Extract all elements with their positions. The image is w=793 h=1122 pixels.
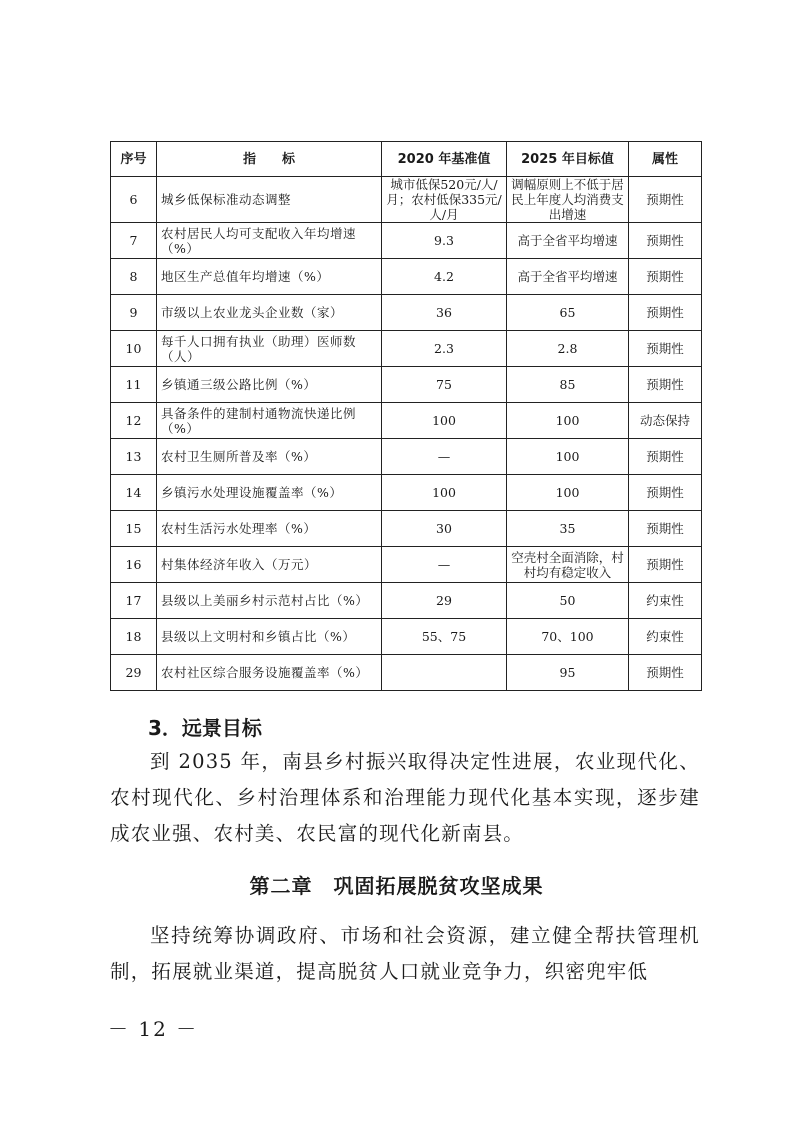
row-target-value: 50 bbox=[507, 583, 629, 619]
row-indicator: 县级以上文明村和乡镇占比（%） bbox=[157, 619, 382, 655]
row-base-value bbox=[382, 655, 507, 691]
row-number: 12 bbox=[111, 403, 157, 439]
row-attribute: 预期性 bbox=[629, 223, 702, 259]
table-row bbox=[111, 177, 702, 223]
row-target-value: 35 bbox=[507, 511, 629, 547]
paragraph-chapter-intro: 坚持统筹协调政府、市场和社会资源，建立健全帮扶管理机制，拓展就业渠道，提高脱贫人口就业竞争力，织密兜牢低 bbox=[110, 924, 700, 983]
paragraph-vision: 到 2035 年，南县乡村振兴取得决定性进展，农业现代化、农村现代化、乡村治理体系和治理能力现代化基本实现，逐步建成农业强、农村美、农民富的现代化新南县。 bbox=[110, 750, 700, 845]
row-attribute: 约束性 bbox=[629, 619, 702, 655]
row-indicator: 县级以上美丽乡村示范村占比（%） bbox=[157, 583, 382, 619]
indicator-table bbox=[110, 141, 702, 691]
row-indicator: 具备条件的建制村通物流快递比例（%） bbox=[157, 403, 382, 439]
table-row bbox=[111, 403, 702, 439]
row-indicator: 乡镇通三级公路比例（%） bbox=[157, 367, 382, 403]
row-base-value: 75 bbox=[382, 367, 507, 403]
row-number: 16 bbox=[111, 547, 157, 583]
row-base-value: 29 bbox=[382, 583, 507, 619]
row-attribute: 预期性 bbox=[629, 367, 702, 403]
row-indicator: 市级以上农业龙头企业数（家） bbox=[157, 295, 382, 331]
row-base-value: 100 bbox=[382, 475, 507, 511]
table-row bbox=[111, 295, 702, 331]
row-indicator: 农村居民人均可支配收入年均增速（%） bbox=[157, 223, 382, 259]
row-number: 11 bbox=[111, 367, 157, 403]
row-target-value: 高于全省平均增速 bbox=[507, 223, 629, 259]
row-number: 8 bbox=[111, 259, 157, 295]
row-number: 14 bbox=[111, 475, 157, 511]
table-row bbox=[111, 439, 702, 475]
header-target-2025: 2025 年目标值 bbox=[507, 142, 629, 177]
table-row bbox=[111, 259, 702, 295]
table-row bbox=[111, 331, 702, 367]
row-target-value: 100 bbox=[507, 475, 629, 511]
table-row bbox=[111, 583, 702, 619]
row-base-value: 30 bbox=[382, 511, 507, 547]
page-number: － 12 － bbox=[108, 1017, 199, 1041]
row-attribute: 预期性 bbox=[629, 331, 702, 367]
row-base-value: 4.2 bbox=[382, 259, 507, 295]
table-row bbox=[111, 223, 702, 259]
row-number: 15 bbox=[111, 511, 157, 547]
table-row bbox=[111, 367, 702, 403]
row-target-value: 空壳村全面消除，村村均有稳定收入 bbox=[507, 547, 629, 583]
row-base-value: 9.3 bbox=[382, 223, 507, 259]
row-indicator: 每千人口拥有执业（助理）医师数（人） bbox=[157, 331, 382, 367]
row-base-value: 55、75 bbox=[382, 619, 507, 655]
row-number: 7 bbox=[111, 223, 157, 259]
header-indicator: 指 标 bbox=[157, 142, 382, 177]
row-attribute: 预期性 bbox=[629, 295, 702, 331]
row-indicator: 农村生活污水处理率（%） bbox=[157, 511, 382, 547]
row-target-value: 85 bbox=[507, 367, 629, 403]
row-target-value: 95 bbox=[507, 655, 629, 691]
row-indicator: 农村社区综合服务设施覆盖率（%） bbox=[157, 655, 382, 691]
row-base-value: — bbox=[382, 547, 507, 583]
row-indicator: 地区生产总值年均增速（%） bbox=[157, 259, 382, 295]
row-target-value: 70、100 bbox=[507, 619, 629, 655]
section-title: 3．远景目标 bbox=[148, 716, 262, 740]
row-attribute: 动态保持 bbox=[629, 403, 702, 439]
header-attribute: 属性 bbox=[629, 142, 702, 177]
row-number: 18 bbox=[111, 619, 157, 655]
row-base-value: — bbox=[382, 439, 507, 475]
row-indicator: 乡镇污水处理设施覆盖率（%） bbox=[157, 475, 382, 511]
header-no: 序号 bbox=[111, 142, 157, 177]
row-number: 17 bbox=[111, 583, 157, 619]
row-attribute: 预期性 bbox=[629, 439, 702, 475]
row-base-value: 100 bbox=[382, 403, 507, 439]
row-base-value: 城市低保520元/人/月；农村低保335元/人/月 bbox=[382, 177, 507, 223]
row-attribute: 约束性 bbox=[629, 583, 702, 619]
row-number: 9 bbox=[111, 295, 157, 331]
table-row bbox=[111, 619, 702, 655]
table-row bbox=[111, 511, 702, 547]
row-number: 13 bbox=[111, 439, 157, 475]
row-number: 6 bbox=[111, 177, 157, 223]
table-header-row bbox=[111, 142, 702, 177]
row-target-value: 调幅原则上不低于居民上年度人均消费支出增速 bbox=[507, 177, 629, 223]
row-number: 29 bbox=[111, 655, 157, 691]
row-target-value: 100 bbox=[507, 403, 629, 439]
header-base-2020: 2020 年基准值 bbox=[382, 142, 507, 177]
row-indicator: 农村卫生厕所普及率（%） bbox=[157, 439, 382, 475]
row-base-value: 2.3 bbox=[382, 331, 507, 367]
row-attribute: 预期性 bbox=[629, 177, 702, 223]
row-indicator: 城乡低保标准动态调整 bbox=[157, 177, 382, 223]
chapter-title: 第二章 巩固拓展脱贫攻坚成果 bbox=[249, 874, 544, 898]
table-row bbox=[111, 655, 702, 691]
row-target-value: 100 bbox=[507, 439, 629, 475]
row-number: 10 bbox=[111, 331, 157, 367]
row-indicator: 村集体经济年收入（万元） bbox=[157, 547, 382, 583]
row-target-value: 65 bbox=[507, 295, 629, 331]
row-attribute: 预期性 bbox=[629, 475, 702, 511]
row-attribute: 预期性 bbox=[629, 655, 702, 691]
row-attribute: 预期性 bbox=[629, 511, 702, 547]
table-row bbox=[111, 547, 702, 583]
table-row bbox=[111, 475, 702, 511]
row-attribute: 预期性 bbox=[629, 547, 702, 583]
row-target-value: 高于全省平均增速 bbox=[507, 259, 629, 295]
row-base-value: 36 bbox=[382, 295, 507, 331]
row-target-value: 2.8 bbox=[507, 331, 629, 367]
row-attribute: 预期性 bbox=[629, 259, 702, 295]
